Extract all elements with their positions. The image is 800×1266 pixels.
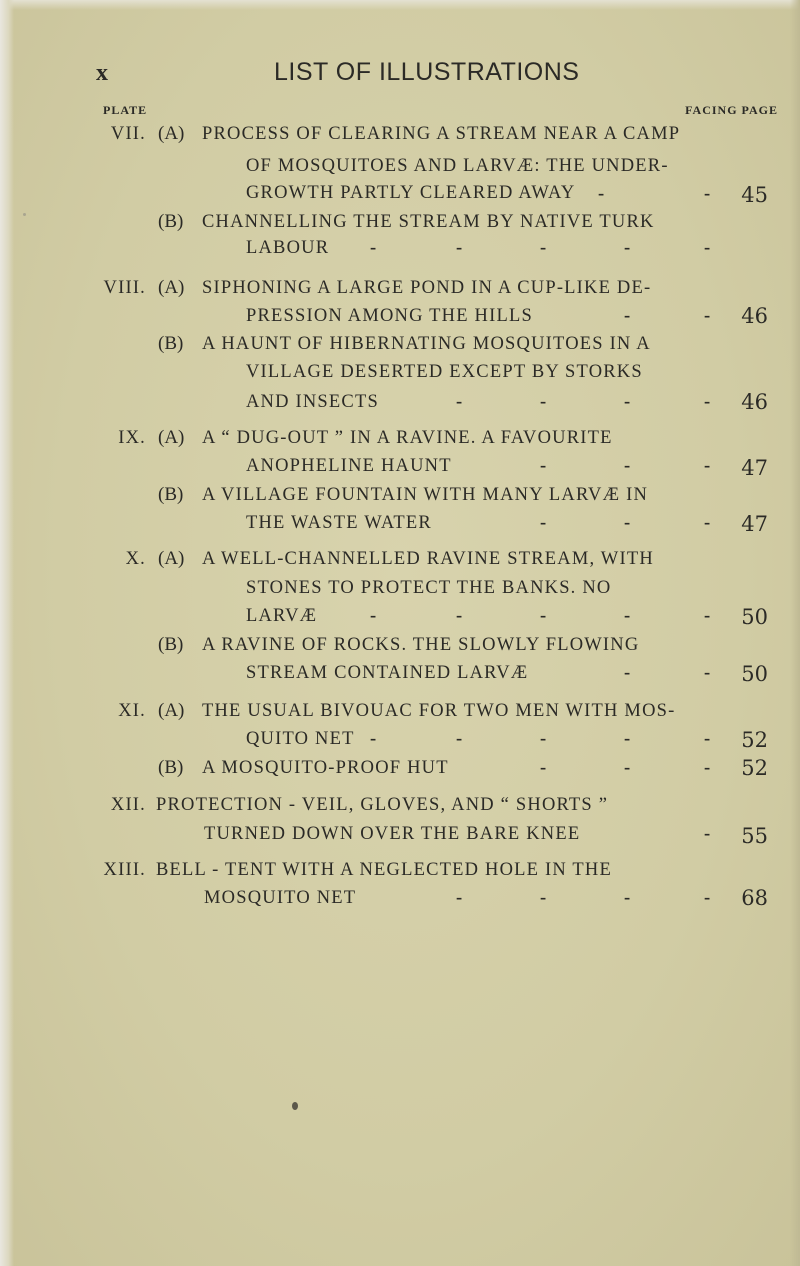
item-letter: (B) [158, 757, 184, 778]
page-title: LIST OF ILLUSTRATIONS [274, 58, 580, 86]
item-letter: (A) [158, 548, 185, 569]
item-letter: (B) [158, 211, 184, 232]
entry-line: AND INSECTS [246, 392, 379, 412]
page-number: 68 [741, 886, 768, 910]
column-header-plate: PLATE [103, 103, 148, 117]
entry-line: A HAUNT OF HIBERNATING MOSQUITOES IN A [202, 334, 651, 354]
entry-line: A MOSQUITO-PROOF HUT [202, 758, 449, 778]
paper-speck [23, 213, 26, 216]
item-letter: (B) [158, 484, 184, 505]
entry-line: CHANNELLING THE STREAM BY NATIVE TURK [202, 212, 655, 232]
page-number: 52 [741, 728, 768, 752]
entry-line: A “ DUG-OUT ” IN A RAVINE. A FAVOURITE [202, 428, 613, 448]
entry-line: VILLAGE DESERTED EXCEPT BY STORKS [246, 362, 643, 382]
plate-number: VII. [110, 124, 146, 144]
column-header-facing-page: FACING PAGE [685, 103, 778, 117]
entry-line: SIPHONING A LARGE POND IN A CUP-LIKE DE- [202, 278, 652, 298]
entry-line: ANOPHELINE HAUNT [246, 456, 452, 476]
item-letter: (A) [158, 277, 185, 298]
page-number: 52 [741, 756, 768, 780]
plate-number: XIII. [103, 860, 146, 880]
entry-line: STONES TO PROTECT THE BANKS. NO [246, 578, 612, 598]
item-letter: (B) [158, 333, 184, 354]
entry-line: PROCESS OF CLEARING A STREAM NEAR A CAMP [202, 124, 681, 144]
item-letter: (A) [158, 700, 185, 721]
entry-line: PROTECTION - VEIL, GLOVES, AND “ SHORTS ” [156, 795, 609, 815]
page-label: x [96, 60, 108, 86]
plate-number: IX. [118, 428, 146, 448]
plate-number: VIII. [103, 278, 146, 298]
page-number: 46 [741, 304, 768, 328]
entry-line: OF MOSQUITOES AND LARVÆ: THE UNDER- [246, 156, 669, 176]
plate-number: XII. [110, 795, 146, 815]
entry-line: MOSQUITO NET [204, 888, 357, 908]
page-number: 46 [741, 390, 768, 414]
entry-line: THE USUAL BIVOUAC FOR TWO MEN WITH MOS- [202, 701, 676, 721]
entry-line: QUITO NET [246, 729, 355, 749]
plate-number: X. [125, 549, 146, 569]
page-number: 55 [741, 824, 768, 848]
entry-line: A VILLAGE FOUNTAIN WITH MANY LARVÆ IN [202, 485, 649, 505]
entry-line: LARVÆ [246, 606, 318, 626]
plate-number: XI. [118, 701, 146, 721]
page-edge-top [0, 0, 800, 10]
entry-line: GROWTH PARTLY CLEARED AWAY [246, 183, 576, 203]
entry-line: BELL - TENT WITH A NEGLECTED HOLE IN THE [156, 860, 612, 880]
entry-line: TURNED DOWN OVER THE BARE KNEE [204, 824, 581, 844]
page-number: 47 [741, 456, 768, 480]
book-page: x LIST OF ILLUSTRATIONS PLATE FACING PAGE VII. (A) PROCESS OF CLEARING A STREAM NEAR A CAMP OF MOSQUITOES AND LARVÆ: THE UNDER- GROWTH PARTLY CLEARED AWAY - - 45 (B) CHANNELLING THE STREAM BY NATIVE TURK LABOUR - - - - - VIII. (A) SIPHONING A LARGE POND IN A CUP-LIKE DE- PRESSION AMONG THE HILLS - - 46 (B) A HAUNT OF HIBERNATING MOSQUITOES IN A VILLAGE DESERTED EXCEPT BY STORKS AND INSECTS - - - - 46 IX. (A) A “ DUG-OUT ” IN A RAVINE. A FAVOURITE ANOPHELINE HAUNT - - - 47 (B) A VILLAGE FOUNTAIN WITH MANY LARVÆ IN THE WASTE WATER - - - 47 X. (A) A WELL-CHANNELLED RAVINE STREAM, WITH STONES TO PROTECT THE BANKS. NO LARVÆ - - - - - 50 (B) A RAVINE OF ROCKS. THE SLOWLY FLOWING STREAM CONTAINED LARVÆ - - 50 XI. (A) THE USUAL BIVOUAC FOR TWO MEN WITH MOS- QUITO NET - - - - - 52 (B) A MOSQUITO-PROOF HUT - - - 52 XII. PROTECTION - VEIL, GLOVES, AND “ SHORTS ” TURNED DOWN OVER THE BARE KNEE - 55 XIII. BELL - TENT WITH A NEGLECTED HOLE IN THE MOSQUITO NET - - - - 68 [0, 0, 800, 1266]
page-edge-right [790, 0, 800, 1266]
item-letter: (A) [158, 123, 185, 144]
entry-line: LABOUR [246, 238, 330, 258]
item-letter: (A) [158, 427, 185, 448]
page-number: 45 [741, 183, 768, 207]
entry-line: A RAVINE OF ROCKS. THE SLOWLY FLOWING [202, 635, 640, 655]
entry-line: STREAM CONTAINED LARVÆ [246, 663, 529, 683]
entry-line: PRESSION AMONG THE HILLS [246, 306, 533, 326]
paper-speck [292, 1102, 298, 1110]
entry-line: A WELL-CHANNELLED RAVINE STREAM, WITH [202, 549, 654, 569]
entry-line: THE WASTE WATER [246, 513, 432, 533]
page-number: 50 [741, 605, 768, 629]
page-number: 47 [741, 512, 768, 536]
item-letter: (B) [158, 634, 184, 655]
page-number: 50 [741, 662, 768, 686]
page-edge-left [0, 0, 14, 1266]
